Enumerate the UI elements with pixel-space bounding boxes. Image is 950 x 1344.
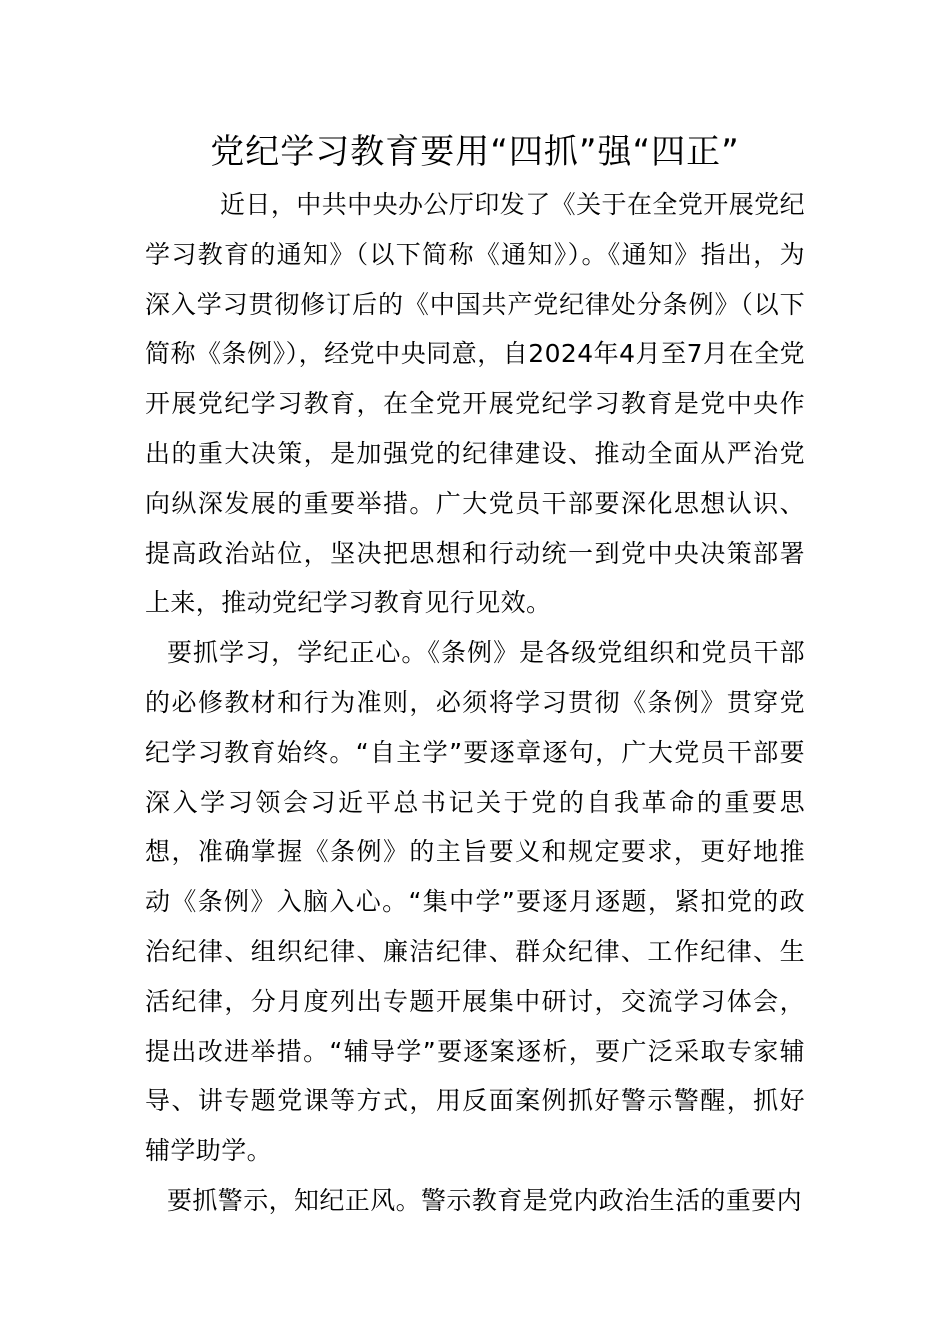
paragraph-warning: 要抓警示，知纪正风。警示教育是党内政治生活的重要内	[167, 1185, 803, 1215]
document-body	[145, 180, 805, 1226]
paragraph-study: 要抓学习，学纪正心。《条例》是各级党组织和党员干部的必修教材和行为准则，必须将学习贯彻《条例》贯穿党纪学习教育始终。“自主学”要逐章逐句，广大党员干部要深入学习领会习近平总书记关于党的自我革命的重要思想，准确掌握《条例》的主旨要义和规定要求，更好地推动《条例》入脑入心。“集中学”要逐月逐题，紧扣党的政治纪律、组织纪律、廉洁纪律、群众纪律、工作纪律、生活纪律，分月度列出专题开展集中研讨，交流学习体会，提出改进举措。“辅导学”要逐案逐析，要广泛采取专家辅导、讲专题党课等方式，用反面案例抓好警示警醒，抓好辅学助学。	[145, 638, 805, 1166]
paragraph-intro: 近日，中共中央办公厅印发了《关于在全党开展党纪学习教育的通知》（以下简称《通知》）。《通知》指出，为深入学习贯彻修订后的《中国共产党纪律处分条例》（以下简称《条例》），经党中央同意，自2024年4月至7月在全党开展党纪学习教育，在全党开展党纪学习教育是党中央作出的重大决策，是加强党的纪律建设、推动全面从严治党向纵深发展的重要举措。广大党员干部要深化思想认识、提高政治站位，坚决把思想和行动统一到党中央决策部署上来，推动党纪学习教育见行见效。	[145, 190, 805, 618]
document-title: 党纪学习教育要用“四抓”强“四正”	[210, 132, 740, 172]
